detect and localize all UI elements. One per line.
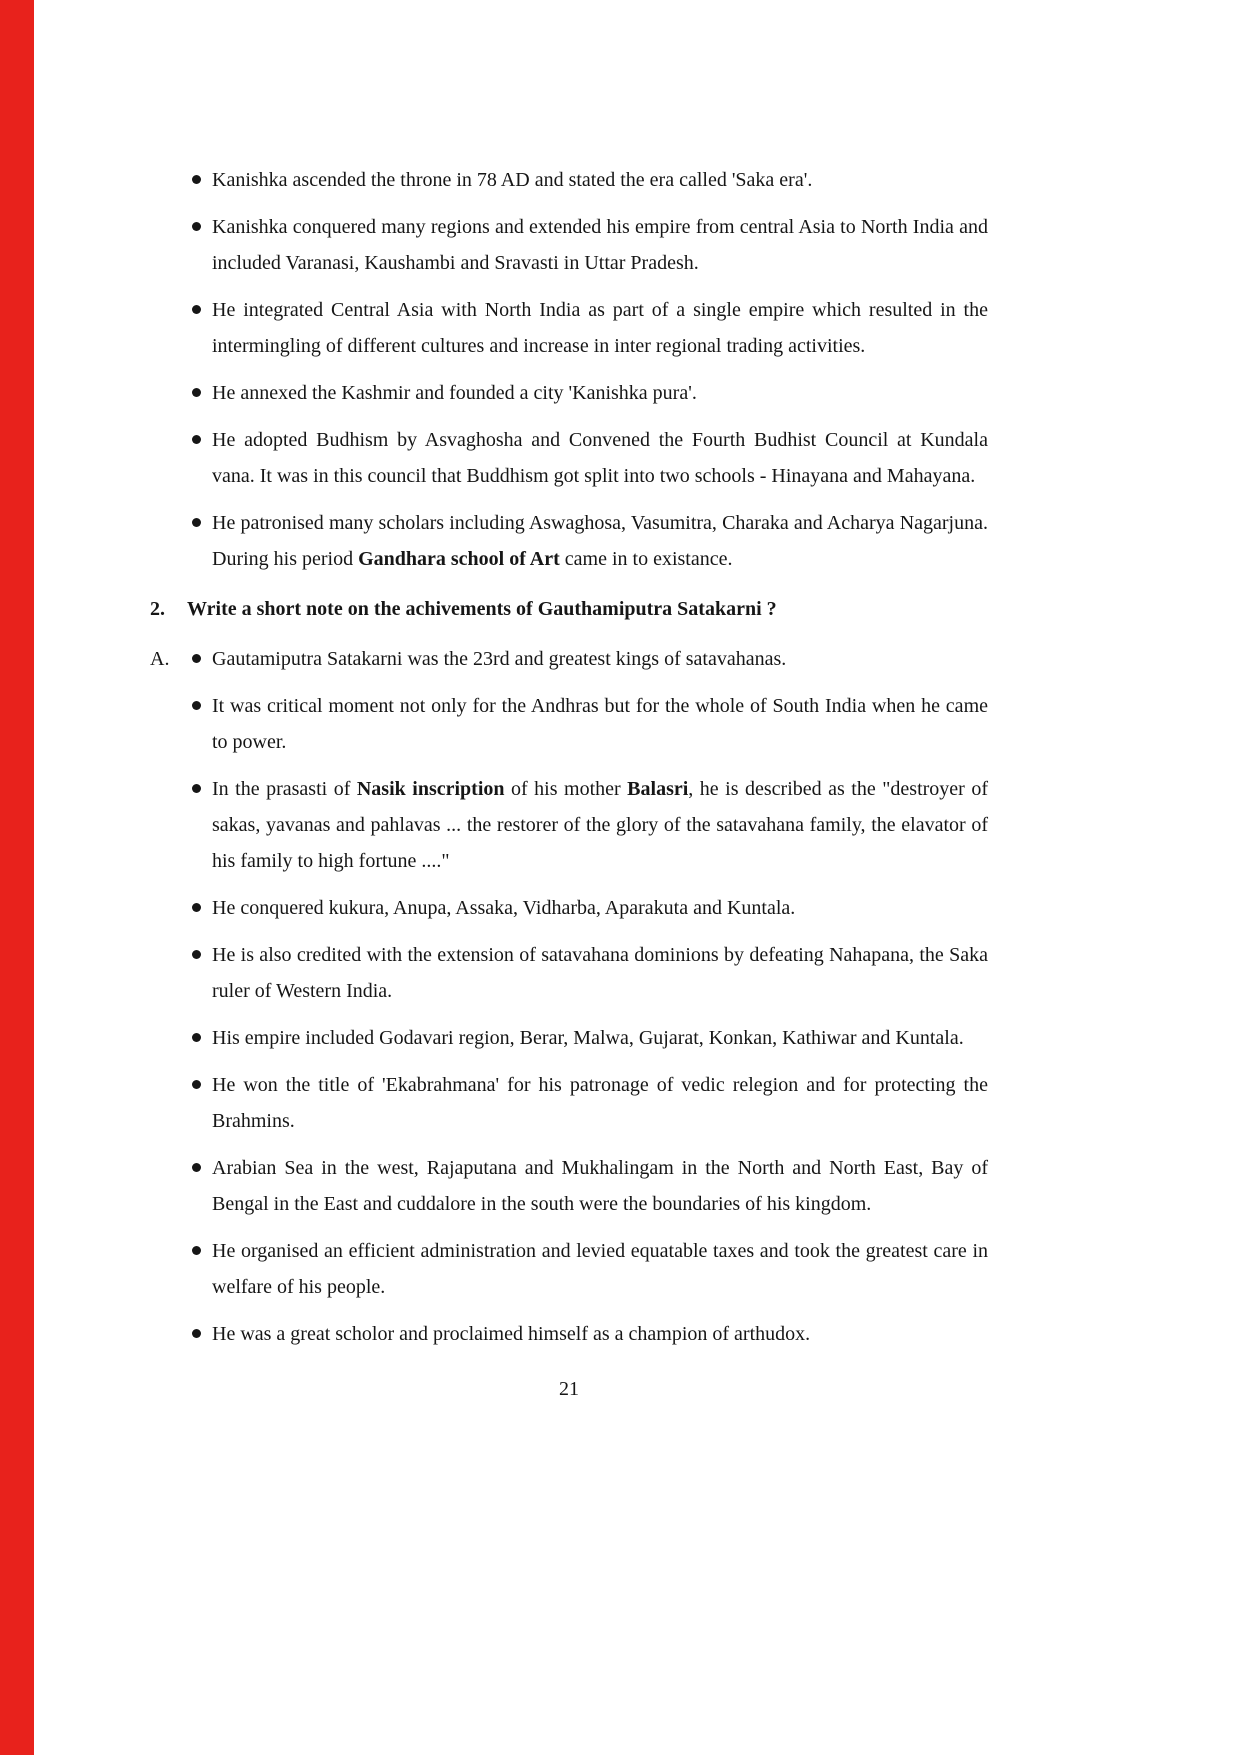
bullet-item [150,937,988,1009]
bullet-icon [192,435,201,444]
bullet-icon [192,1033,201,1042]
question-number: 2. [150,598,165,620]
bullet-text: He annexed the Kashmir and founded a city 'Kanishka pura'. [212,382,697,404]
bullet-icon [192,1329,201,1338]
bullet-text: It was critical moment not only for the Andhras but for the whole of South India when he came to power. [212,695,988,753]
bullet-icon [192,175,201,184]
bullet-item [150,1067,988,1139]
answer-section [150,641,988,1352]
question-title: Write a short note on the achivements of Gauthamiputra Satakarni ? [187,598,777,620]
bullet-text: He is also credited with the extension of satavahana dominions by defeating Nahapana, the Saka ruler of Western India. [212,944,988,1002]
bullet-icon [192,518,201,527]
bullet-text: In the prasasti of Nasik inscription of his mother Balasri, he is described as the "destroyer of sakas, yavanas and pahlavas ... the restorer of the glory of the satavahana family, the elavator of his family to high fortune ...." [212,778,988,872]
satakarni-bullet-list [150,641,988,1352]
kanishka-bullet-list [150,162,988,577]
bullet-item [150,209,988,281]
bullet-item [150,162,988,198]
bullet-text: He won the title of 'Ekabrahmana' for his patronage of vedic relegion and for protecting the Brahmins. [212,1074,988,1132]
bullet-icon [192,701,201,710]
bullet-icon [192,654,201,663]
bullet-text: Kanishka ascended the throne in 78 AD and stated the era called 'Saka era'. [212,169,813,191]
bullet-text: His empire included Godavari region, Berar, Malwa, Gujarat, Konkan, Kathiwar and Kuntala. [212,1027,964,1049]
bullet-text: He was a great scholor and proclaimed himself as a champion of arthudox. [212,1323,811,1345]
bullet-icon [192,950,201,959]
bullet-item [150,292,988,364]
bullet-item [150,688,988,760]
bullet-text: He patronised many scholars including Aswaghosa, Vasumitra, Charaka and Acharya Nagarjuna. During his period Gandhara school of Art came in to existance. [212,512,988,570]
page-number: 21 [559,1378,579,1400]
bullet-text: He adopted Budhism by Asvaghosha and Convened the Fourth Budhist Council at Kundala vana. It was in this council that Buddhism got split into two schools - Hinayana and Mahayana. [212,429,988,487]
bullet-text: Gautamiputra Satakarni was the 23rd and greatest kings of satavahanas. [212,648,787,670]
bullet-icon [192,903,201,912]
page-edge-accent-bar [0,0,34,1755]
bullet-icon [192,388,201,397]
bullet-item [150,890,988,926]
bullet-icon [192,1080,201,1089]
bullet-icon [192,305,201,314]
bullet-text: He conquered kukura, Anupa, Assaka, Vidharba, Aparakuta and Kuntala. [212,897,796,919]
bullet-item [150,1316,988,1352]
bullet-item [150,641,988,677]
bullet-icon [192,1246,201,1255]
bullet-item [150,771,988,879]
question-2-heading [150,591,988,627]
page-content [150,162,988,1363]
bullet-icon [192,222,201,231]
bullet-icon [192,1163,201,1172]
answer-label: A. [150,648,170,670]
bullet-text: He integrated Central Asia with North India as part of a single empire which resulted in the intermingling of different cultures and increase in inter regional trading activities. [212,299,988,357]
bullet-item [150,1233,988,1305]
bullet-text: Kanishka conquered many regions and extended his empire from central Asia to North India and included Varanasi, Kaushambi and Sravasti in Uttar Pradesh. [212,216,988,274]
bullet-item [150,1150,988,1222]
bullet-item [150,422,988,494]
bullet-item [150,375,988,411]
bullet-text: He organised an efficient administration and levied equatable taxes and took the greatest care in welfare of his people. [212,1240,988,1298]
bullet-item [150,505,988,577]
bullet-item [150,1020,988,1056]
bullet-icon [192,784,201,793]
bullet-text: Arabian Sea in the west, Rajaputana and Mukhalingam in the North and North East, Bay of Bengal in the East and cuddalore in the south were the boundaries of his kingdom. [212,1157,988,1215]
